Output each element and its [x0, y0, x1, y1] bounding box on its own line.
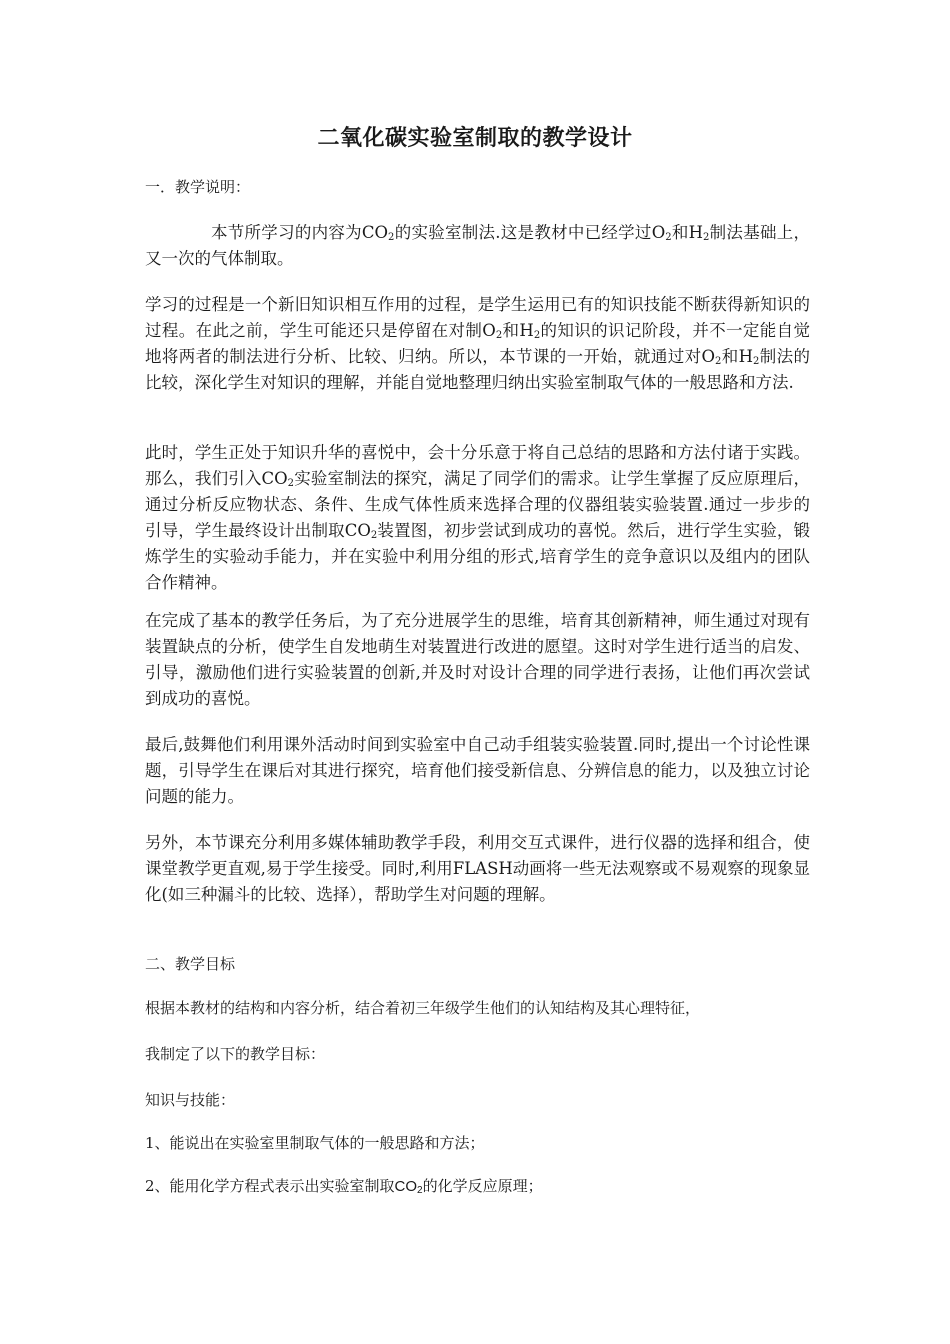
- subheading-knowledge-skills: 知识与技能：: [145, 1091, 236, 1109]
- paragraph-objectives-intro: 我制定了以下的教学目标：: [145, 1045, 326, 1063]
- paragraph-extracurricular: 最后,鼓舞他们利用课外活动时间到实验室中自己动手组装实验装置.同时,提出一个讨论性课题，引导学生在课后对其进行探究，培育他们接受新信息、分辨信息的能力，以及独立讨论问题的能力。: [145, 735, 810, 806]
- paragraph-multimedia: 另外，本节课充分利用多媒体辅助教学手段，利用交互式课件，进行仪器的选择和组合，使课堂教学更直观,易于学生接受。同时,利用FLASH动画将一些无法观察或不易观察的现象显化(如三种漏斗的比较、选择），帮助学生对问题的理解。: [145, 833, 810, 904]
- paragraph-intro: 本节所学习的内容为$CO_2$的实验室制法.这是教材中已经学过$O_2$和$H_2$制法基础上，又一次的气体制取。: [145, 223, 810, 268]
- list-item-2: 2、能用化学方程式表示出实验室制取$CO_2$的化学反应原理；: [145, 1177, 543, 1196]
- paragraph-objectives-basis: 根据本教材的结构和内容分析，结合着初三年级学生他们的认知结构及其心理特征，: [145, 999, 701, 1017]
- document-title: 二氧化碳实验室制取的教学设计: [317, 126, 633, 151]
- paragraph-innovation: 在完成了基本的教学任务后，为了充分进展学生的思维，培育其创新精神，师生通过对现有装置缺点的分析，使学生自发地萌生对装置进行改进的愿望。这时对学生进行适当的启发、引导，激励他们进行实验装置的创新,并及时对设计合理的同学进行表扬，让他们再次尝试到成功的喜悦。: [145, 611, 810, 708]
- section-heading-2: 二、教学目标: [145, 955, 236, 973]
- paragraph-learning-process: 学习的过程是一个新旧知识相互作用的过程，是学生运用已有的知识技能不断获得新知识的过程。在此之前，学生可能还只是停留在对制$O_2$和$H_2$的知识的识记阶段，并不一定能自觉地将两者的制法进行分析、比较、归纳。所以，本节课的一开始，就通过对$O_2$和$H_2$制法的比较，深化学生对知识的理解，并能自觉地整理归纳出实验室制取气体的一般思路和方法.: [145, 295, 811, 392]
- section-heading-1: 一．教学说明：: [145, 178, 251, 196]
- list-item-1: 1、能说出在实验室里制取气体的一般思路和方法；: [145, 1134, 485, 1152]
- paragraph-practice: 此时，学生正处于知识升华的喜悦中，会十分乐意于将自己总结的思路和方法付诸于实践。那么，我们引入$CO_2$实验室制法的探究，满足了同学们的需求。让学生掌握了反应原理后，通过分析反应物状态、条件、生成气体性质来选择合理的仪器组装实验装置.通过一步步的引导，学生最终设计出制取$CO_2$装置图，初步尝试到成功的喜悦。然后，进行学生实验，锻炼学生的实验动手能力，并在实验中利用分组的形式,培育学生的竞争意识以及组内的团队合作精神。: [145, 443, 811, 592]
